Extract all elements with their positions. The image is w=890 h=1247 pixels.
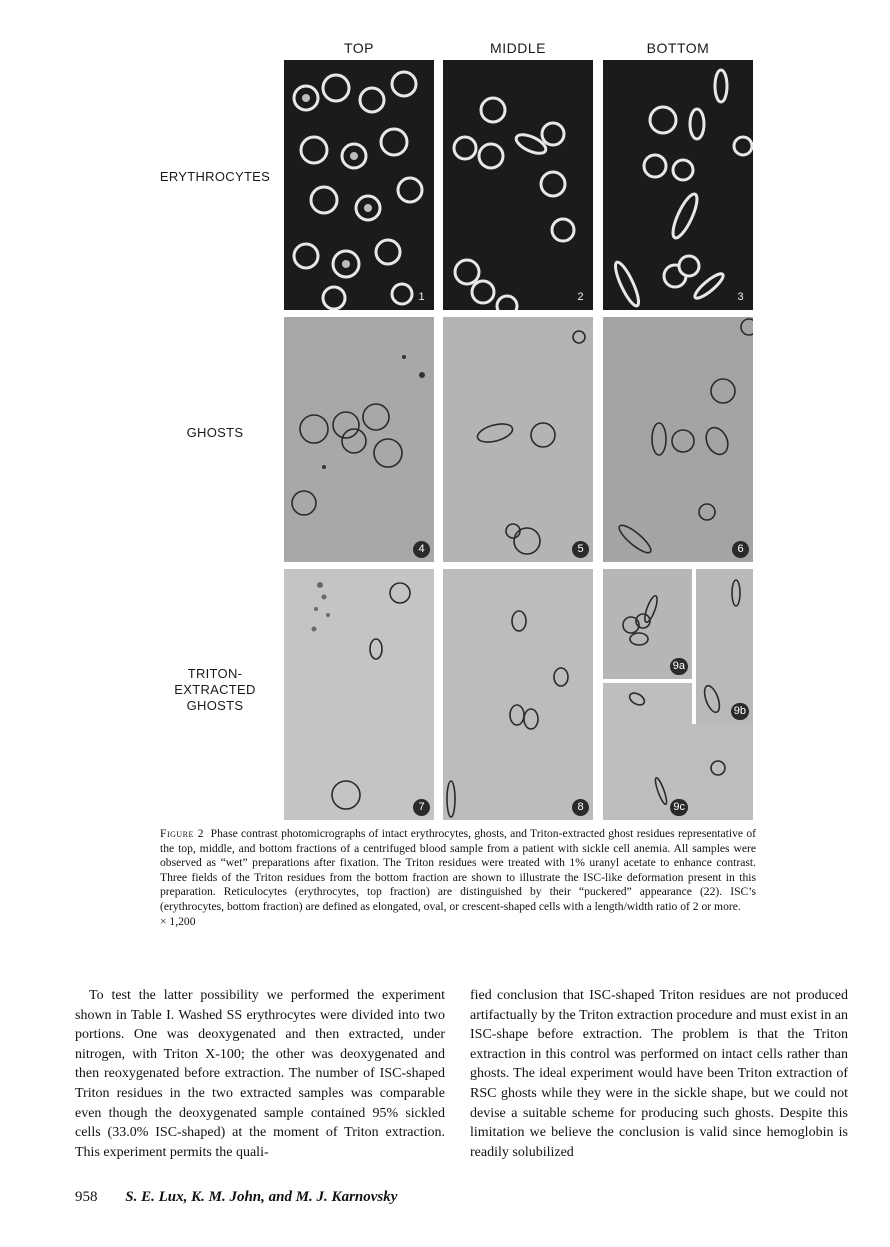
panel-number-badge: 9a [670, 658, 688, 675]
panel-number-badge: 2 [577, 291, 584, 303]
body-text-left-column: To test the latter possibility we performed the experiment shown in Table I. Washed SS erythrocytes were divided into two portions. One was deoxygenated and then extracted, under nitrogen, with Triton X-100; the other was deoxygenated and then reoxygenated before extraction. The number of ISC-shaped Triton residues in the two extracted samples was comparable even though the deoxygenated sample contained 95% sickled cells (33.0% ISC-shaped) at the moment of Triton extraction. This experiment permits the quali- [75, 988, 445, 1160]
micrograph-panel-7 [284, 569, 434, 820]
micrograph-panel-3 [603, 60, 753, 310]
figure-caption-text: Phase contrast photomicrographs of intact erythrocytes, ghosts, and Triton-extracted ghost residues representative of the top, middle, and bottom fractions of a centrifuged blood sample from a patient with sickle cell anemia. All samples were observed as “wet” preparations after fixation. The Triton residues were treated with 1% uranyl acetate to enhance contrast. Three fields of the Triton residues from the bottom fraction are shown to illustrate the ISC-like deformation present in this preparation. Reticulocytes (erythrocytes, top fraction) are distinguished by their “puckered” appearance (22). ISC’s (erythrocytes, bottom fraction) are defined as elongated, oval, or crescent-shaped cells with a length/width ratio of 2 or more. [160, 827, 757, 913]
page-number: 958 [75, 1189, 98, 1205]
micrograph-panel-6 [603, 317, 753, 562]
row-label-ghosts: GHOSTS [186, 425, 244, 440]
figure-caption-magnification: × 1,200 [160, 914, 196, 928]
panel-number-badge: 9b [731, 703, 749, 720]
panel-number-badge: 8 [572, 799, 589, 816]
row-label-triton-extracted-ghosts: TRITON- EXTRACTED GHOSTS [174, 666, 256, 713]
panel-number-badge: 6 [732, 541, 749, 558]
figure-caption [160, 827, 756, 929]
figure-2 [151, 38, 756, 820]
panel-number-badge: 5 [572, 541, 589, 558]
micrograph-panel-9a [603, 569, 692, 679]
figure-caption-label: Figure 2 [160, 827, 205, 840]
micrograph-panel-5 [443, 317, 593, 562]
panel-number-badge: 9c [670, 799, 688, 816]
micrograph-panel-8 [443, 569, 593, 820]
micrograph-panel-2 [443, 60, 593, 310]
panel-number-badge: 3 [737, 291, 744, 303]
micrograph-panel-4 [284, 317, 434, 562]
micrograph-panel-9c-extension [692, 724, 753, 820]
panel-number-badge: 7 [413, 799, 430, 816]
column-header-bottom: BOTTOM [646, 40, 710, 56]
column-header-middle: MIDDLE [490, 40, 546, 56]
micrograph-panel-1 [284, 60, 434, 310]
panel-number-badge: 4 [413, 541, 430, 558]
body-text-right-column: fied conclusion that ISC-shaped Triton residues are not produced artifactually by the Triton extraction procedure and must exist in an ISC-shape before extraction. The problem is that the Triton extraction in this control was performed on intact cells rather than ghosts. The ideal experiment would have been Triton extraction of RSC ghosts while they were in the sickle shape, but we could not devise a suitable scheme for producing such ghosts. Despite this limitation we believe the conclusion is valid since hemoglobin is readily solubilized [470, 988, 848, 1160]
micrograph-panel-9c [603, 683, 692, 820]
page-footer [75, 1189, 397, 1206]
running-authors: S. E. Lux, K. M. John, and M. J. Karnovsky [125, 1189, 398, 1205]
row-label-erythrocytes: ERYTHROCYTES [159, 169, 271, 184]
panel-number-badge: 1 [418, 291, 425, 303]
column-header-top: TOP [343, 40, 375, 56]
micrograph-panel-9b [696, 569, 753, 724]
